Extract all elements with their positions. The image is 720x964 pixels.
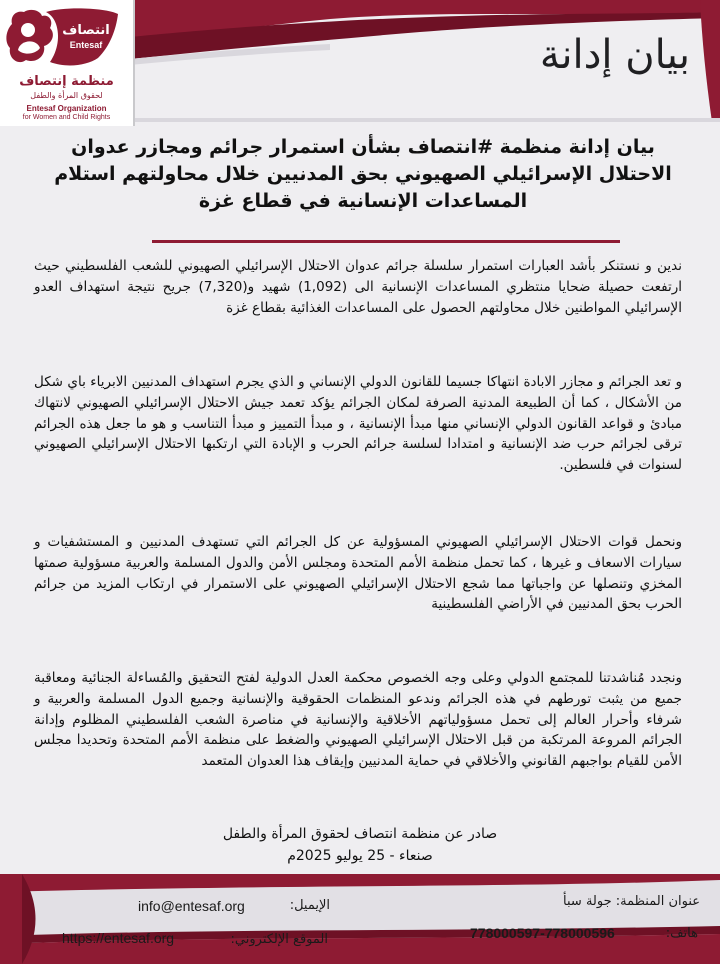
- header-banner: [0, 0, 720, 122]
- issuer-line: صادر عن منظمة انتصاف لحقوق المرأة والطفل: [222, 826, 498, 842]
- logo-arabic-name: منظمة إنتصاف: [19, 74, 114, 89]
- title-divider: [152, 240, 620, 243]
- statement-title: بيان إدانة منظمة #انتصاف بشأن استمرار جرائم ومجازر عدوان الاحتلال الإسرائيلي الصهيوني بحق المدنيين خلال محاولتهم استلام المساعدات الإنسانية في قطاع غزة: [54, 136, 672, 212]
- paragraph-2: و تعد الجرائم و مجازر الابادة انتهاكا جسيما للقانون الدولي الإنساني و الذي يجرم استهداف المدنيين الابرياء باي شكل من الأشكال ، كما أن الطبيعة المدنية الصرفة لمكان الجرائم يؤكد تعمد جيش الاحتلال الإسرائيلي الصهيوني لانتهاك مبادئ و قواعد القانون الدولي الإنساني منها مبدأ الإنسانية ، و مبدأ التمييز و مبدأ التناسب و هو ما جعل هذه الجرائم ترقى لجرائم حرب ضد الإنسانية و امتدادا لسلسة جرائم الحرب و الإبادة التي ارتكبها الاحتلال الإسرائيلي الصهيوني لسنوات في فلسطين.: [34, 374, 682, 474]
- address-label: عنوان المنظمة: جولة سبأ: [563, 894, 700, 909]
- footer-band-graphic: [0, 874, 720, 964]
- issue-date: صنعاء - 25 يوليو 2025م: [287, 848, 433, 864]
- email-link[interactable]: info@entesaf.org: [138, 898, 245, 914]
- logo-en-badge: Entesaf: [69, 40, 103, 50]
- logo-ar-badge: انتصاف: [62, 23, 110, 38]
- phone-numbers[interactable]: 778000597-778000596: [470, 925, 615, 941]
- footer-contact-band: [0, 874, 720, 964]
- page-title: بيان إدانة: [539, 32, 690, 78]
- organization-logo: [0, 0, 135, 126]
- logo-english-name: Entesaf Organization: [26, 104, 107, 113]
- paragraph-1: ندين و نستنكر بأشد العبارات استمرار سلسلة جرائم عدوان الاحتلال الإسرائيلي الصهيوني للشعب الفلسطيني حيث ارتفعت حصيلة ضحايا منتظري المساعدات الإنسانية الى (1,092) شهيد و(7,320) جريح نتيجة استهداف العدو الإسرائيلي المواطنين خلال محاولتهم الحصول على المساعدات الغذائية بقطاع غزة: [34, 258, 682, 316]
- website-label: الموقع الإلكتروني:: [230, 932, 328, 947]
- website-link[interactable]: https://entesaf.org: [62, 930, 175, 946]
- paragraph-4: ونجدد مُناشدتنا للمجتمع الدولي وعلى وجه الخصوص محكمة العدل الدولية لفتح التحقيق والمُساءلة الجنائية ومعاقبة جميع من يثبت تورطهم في هذه الجرائم وندعو المنظمات الحقوقية والإنسانية وجميع الدول المسلمة والعربية و شرفاء وأحرار العالم إلى تحمل مسؤولياتهم الأخلاقية والإنسانية في مناصرة الشعب الفلسطيني المظلوم وإدانة الجرائم المروعة المرتكبة من قبل الاحتلال الإسرائيلي الصهيوني والضغط على منظمة الأمم المتحدة وتحديدا مجلس الأمن للقيام بواجبهم القانوني والأخلاقي في حماية المدنيين وإيقاف هذا العدوان المتعمد: [34, 670, 682, 770]
- phone-label: هاتف:: [665, 926, 698, 941]
- logo-arabic-subtitle: لحقوق المرأة والطفل: [30, 91, 103, 100]
- paragraph-3: ونحمل قوات الاحتلال الإسرائيلي الصهيوني المسؤولية عن كل الجرائم التي تستهدف المدنيين و المستشفيات و سيارات الاسعاف و غيرها ، كما تحمل منظمة الأمم المتحدة ومجلس الأمن والدول المسلمة والعربية مسؤولية صمتها المخزي وتنصلها عن واجباتها مما شجع الاحتلال الإسرائيلي الصهيوني على الاستمرار في ارتكاب المزيد من جرائم الحرب بحق المدنيين في الأراضي الفلسطينية: [34, 534, 682, 613]
- logo-emblem-icon: [6, 6, 120, 72]
- email-label: الإيميل:: [289, 898, 330, 913]
- logo-english-subtitle: for Women and Child Rights: [22, 114, 111, 121]
